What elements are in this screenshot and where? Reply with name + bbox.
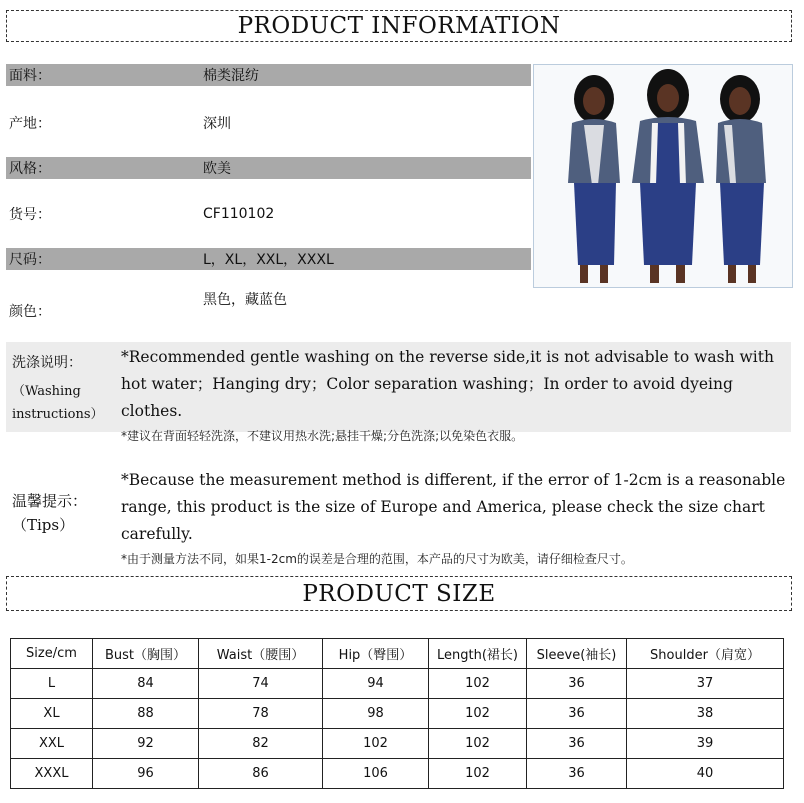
table-cell: 102 <box>429 759 527 789</box>
header-cell: Bust（胸围） <box>93 639 199 669</box>
tips-text <box>121 467 787 570</box>
product-photo <box>533 64 793 288</box>
table-cell: 106 <box>323 759 429 789</box>
table-cell: 36 <box>527 699 627 729</box>
washing-label-en: （Washing <box>12 384 81 399</box>
table-cell: 98 <box>323 699 429 729</box>
table-cell: XL <box>11 699 93 729</box>
table-cell: XXXL <box>11 759 93 789</box>
table-row <box>11 699 784 729</box>
table-cell: 78 <box>199 699 323 729</box>
product-size-banner: PRODUCT SIZE <box>6 576 792 611</box>
model-left <box>568 75 620 283</box>
washing-instructions <box>6 342 791 443</box>
table-cell: 38 <box>627 699 784 729</box>
table-cell: 88 <box>93 699 199 729</box>
table-cell: 40 <box>627 759 784 789</box>
info-value: 深圳 <box>203 116 231 132</box>
tips-label-cn: 温馨提示： <box>12 492 88 510</box>
washing-text-cn: *建议在背面轻轻洗涤，不建议用热水洗;悬挂干燥;分色洗涤;以免染色衣服。 <box>121 429 524 443</box>
table-cell: 94 <box>323 669 429 699</box>
table-cell: 36 <box>527 729 627 759</box>
table-cell: 36 <box>527 669 627 699</box>
table-cell: 96 <box>93 759 199 789</box>
washing-text <box>121 344 787 447</box>
info-row-color <box>6 289 531 329</box>
header-cell: Sleeve(袖长) <box>527 639 627 669</box>
table-cell: 82 <box>199 729 323 759</box>
table-cell: 102 <box>429 669 527 699</box>
info-value: 黑色，藏蓝色 <box>203 292 287 308</box>
table-cell: 86 <box>199 759 323 789</box>
table-cell: L <box>11 669 93 699</box>
table-cell: 102 <box>323 729 429 759</box>
washing-text-en: *Recommended gentle washing on the reverse side,it is not advisable to wash with hot water；Hanging dry；Color separation washing；In order to avoid dyeing clothes. <box>121 348 774 420</box>
table-cell: XXL <box>11 729 93 759</box>
table-cell: 39 <box>627 729 784 759</box>
table-row <box>11 729 784 759</box>
table-cell: 74 <box>199 669 323 699</box>
product-information-banner: PRODUCT INFORMATION <box>6 10 792 42</box>
info-row-size <box>6 248 531 270</box>
header-cell: Length(裙长) <box>429 639 527 669</box>
size-table-header <box>11 639 784 669</box>
model-right <box>716 75 766 283</box>
table-cell: 37 <box>627 669 784 699</box>
washing-label-cn: 洗涤说明： <box>12 355 82 371</box>
header-cell: Shoulder（肩宽） <box>627 639 784 669</box>
table-cell: 84 <box>93 669 199 699</box>
header-cell: Waist（腰围） <box>199 639 323 669</box>
table-cell: 102 <box>429 699 527 729</box>
table-row <box>11 759 784 789</box>
table-cell: 92 <box>93 729 199 759</box>
table-cell: 102 <box>429 729 527 759</box>
tips-label-en: （Tips） <box>12 516 75 534</box>
table-row <box>11 669 784 699</box>
washing-label-en-2: instructions） <box>12 407 104 422</box>
tips-text-en: *Because the measurement method is different, if the error of 1-2cm is a reasonable range, this product is the size of Europe and America, please check the size chart carefully. <box>121 471 786 543</box>
info-key: 尺码： <box>9 252 51 268</box>
info-row-fabric <box>6 64 531 86</box>
info-key: 颜色： <box>9 304 51 320</box>
size-table <box>10 638 784 789</box>
model-center <box>632 69 704 283</box>
table-cell: 36 <box>527 759 627 789</box>
info-key: 面料： <box>9 68 51 84</box>
info-value: 欧美 <box>203 161 231 177</box>
info-key: 产地： <box>9 116 51 132</box>
info-row-item-number <box>6 203 531 225</box>
info-row-style <box>6 157 531 179</box>
tips <box>6 465 791 566</box>
info-value: CF110102 <box>203 206 275 222</box>
header-cell: Hip（臀围） <box>323 639 429 669</box>
header-cell: Size/cm <box>11 639 93 669</box>
models-illustration <box>534 65 792 287</box>
info-key: 货号： <box>9 207 51 223</box>
info-row-origin <box>6 112 531 134</box>
info-key: 风格： <box>9 161 51 177</box>
tips-text-cn: *由于测量方法不同，如果1-2cm的误差是合理的范围，本产品的尺寸为欧美，请仔细检查尺寸。 <box>121 552 633 566</box>
info-value: L，XL，XXL，XXXL <box>203 252 334 268</box>
info-value: 棉类混纺 <box>203 68 259 84</box>
